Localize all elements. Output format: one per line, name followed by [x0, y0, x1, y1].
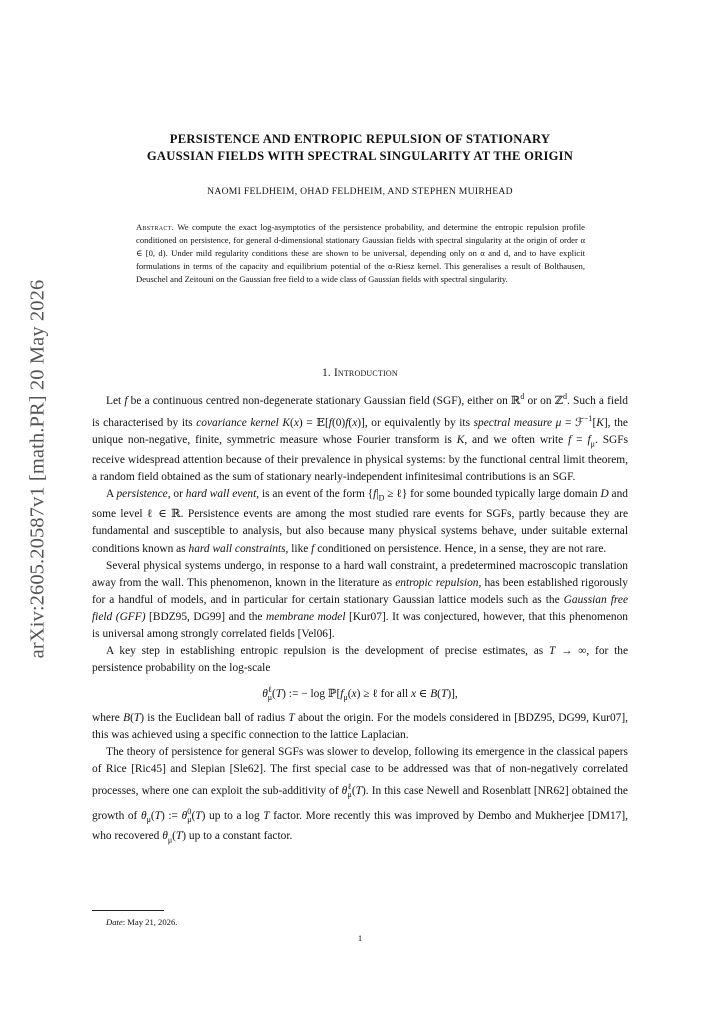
paragraph: Let f be a continuous centred non-degenerate stationary Gaussian field (SGF), either on ℝ$^d$ or on ℤ$^d$. Such a field is characterised by its covariance kernel K(x) = 𝔼[f(0)f(x)], or equivalently by its spectral measure μ = ℱ$^{-1}$[K], the unique non-negative, finite, symmetric measure whose Fourier transform is K, and we often write $f = f_\mu$. SGFs receive widespread attention because of their prevalence in physical systems: by the functional central limit theorem, a random field obtained as the sum of stationary nearly-independent infinitesimal contributions is an SGF. — [92, 392, 629, 484]
page-number: 1 — [357, 933, 363, 943]
arxiv-identifier-stamp — [26, 279, 50, 659]
abstract-text: We compute the exact log-asymptotics of the persistence probability, and determine the entropic repulsion profile conditioned on persistence, for general d-dimensional stationary Gaussian fields with spectral singularity at the origin of order α ∈ [0, d). Under mild regularity conditions these are shown to be universal, depending only on α and d, and to have explicit formulations in terms of the capacity and equilibrium potential of the α-Riesz kernel. This generalises a result of Bolthausen, Deuschel and Zeitouni on the Gaussian free field to a wide class of Gaussian fields with spectral singularity. — [136, 222, 585, 285]
title-line-1: PERSISTENCE AND ENTROPIC REPULSION OF STATIONARY — [169, 132, 551, 146]
paragraph: where B(T) is the Euclidean ball of radius T about the origin. For the models considered in [BDZ95, DG99, Kur07], this was achieved using a specific connection to the lattice Laplacian. — [92, 712, 628, 742]
footnote-value: May 21, 2026. — [127, 917, 178, 927]
section-heading — [92, 367, 628, 379]
body-text — [92, 388, 628, 849]
title-line-2: GAUSSIAN FIELDS WITH SPECTRAL SINGULARITY AT THE ORIGIN — [146, 149, 574, 163]
paragraph: Several physical systems undergo, in response to a hard wall constraint, a predetermined macroscopic translation away from the wall. This phenomenon, known in the literature as entropic repulsion, has been established rigorously for a handful of models, and in particular for certain stationary Gaussian lattice models such as the Gaussian free field (GFF) [BDZ95, DG99] and the membrane model [Kur07]. It was conjectured, however, that this phenomenon is universal among strongly correlated fields [Vel06]. — [92, 559, 629, 640]
abstract — [136, 221, 585, 286]
arxiv-stamp-text: arXiv:2605.20587v1 [math.PR] 20 May 2026 — [26, 279, 49, 659]
paragraph: A persistence, or hard wall event, is an event of the form {$f|_D$ ≥ ℓ} for some bounded typically large domain D and some level ℓ ∈ ℝ. Persistence events are among the most studied rare events for SGFs, partly because they are fundamental and susceptible to analysis, but also because many physical systems behave, under suitable external conditions known as hard wall constraints, like f conditioned on persistence. Hence, in a sense, they are not rare. — [92, 488, 628, 555]
footnote-rule — [92, 910, 164, 911]
date-footnote: Date: May 21, 2026. — [106, 917, 178, 927]
abstract-label: Abstract. — [136, 222, 175, 232]
footnote-label: Date — [106, 917, 123, 927]
section-title: Introduction — [333, 367, 398, 379]
display-equation: $\theta^\ell_\mu(T)$ := − $\log ℙ[f_\mu(x)$ ≥ ℓ for all x ∈ B(T)], — [262, 684, 458, 702]
author-list: NAOMI FELDHEIM, OHAD FELDHEIM, AND STEPHEN MUIRHEAD — [207, 186, 513, 197]
paper-title — [92, 131, 628, 165]
paragraph: The theory of persistence for general SGFs was slower to develop, following its emergence in the classical papers of Rice [Ric45] and Slepian [Sle62]. The first special case to be addressed was that of non-negatively correlated processes, where one can exploit the sub-additivity of $\theta^\ell_\mu(T)$. In this case Newell and Rosenblatt [NR62] obtained the growth of $\theta_\mu(T)$ := $\theta^0_\mu(T)$ up to a log T factor. More recently this was improved by Dembo and Mukherjee [DM17], who recovered $\theta_\mu(T)$ up to a constant factor. — [92, 746, 628, 845]
paragraph: A key step in establishing entropic repulsion is the development of precise estimates, as T → ∞, for the persistence probability on the log-scale — [92, 644, 629, 674]
section-number: 1. — [322, 367, 331, 379]
